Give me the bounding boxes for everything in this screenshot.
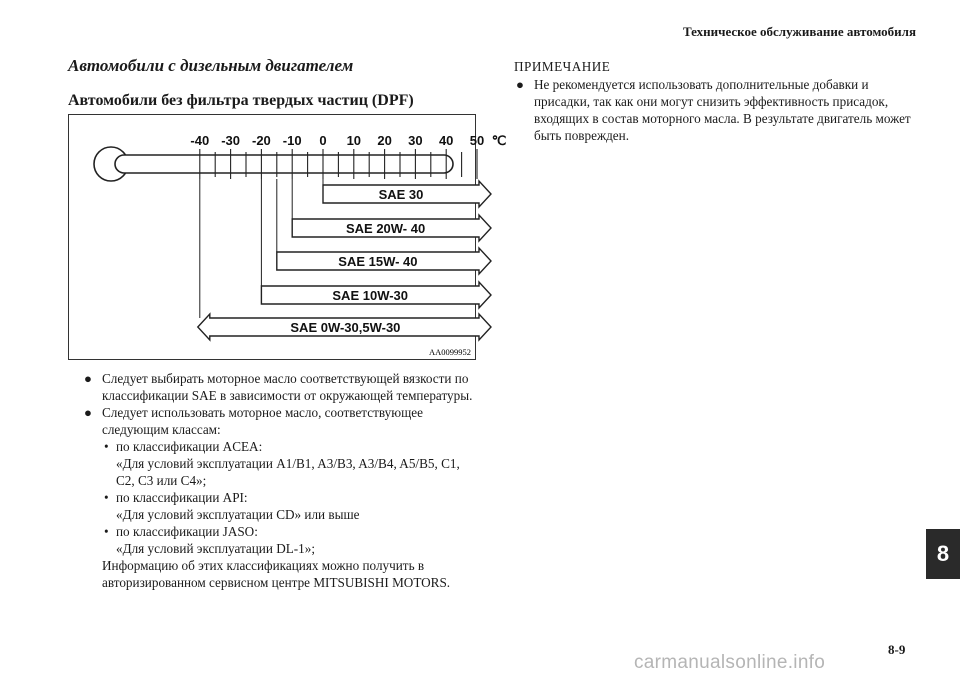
sub-item-detail: «Для условий эксплуатации A1/B1, A3/B3, A3/B4, A5/B5, C1, C2, C3 или C4»;	[116, 456, 460, 488]
footer-watermark: carmanualsonline.info	[634, 652, 826, 673]
sub-item-label: по классификации API:	[116, 490, 248, 505]
sub-item-detail: «Для условий эксплуатации DL-1»;	[116, 541, 316, 556]
bullet-dot-icon: ●	[84, 371, 92, 386]
scale-label: -10	[282, 133, 302, 148]
note-heading: ПРИМЕЧАНИЕ	[514, 59, 611, 74]
bullet-dot-icon: ●	[516, 77, 524, 92]
page-number: 8-9	[888, 642, 906, 657]
running-head: Техническое обслуживание автомобиля	[682, 24, 916, 39]
viscosity-chart	[69, 115, 507, 361]
scale-label: 40	[438, 133, 454, 148]
scale-label: 0	[319, 133, 327, 148]
section-title: Автомобили с дизельным двигателем	[68, 56, 354, 75]
scale-label: -20	[252, 133, 271, 148]
oil-viscosity-figure	[68, 114, 507, 360]
note-block	[514, 58, 914, 144]
oil-grade-label: SAE 30	[378, 187, 424, 202]
oil-grade-label: SAE 10W-30	[332, 288, 409, 303]
sub-item-detail: «Для условий эксплуатации CD» или выше	[116, 507, 360, 522]
oil-grade-label: SAE 0W-30,5W-30	[290, 320, 401, 335]
thermometer-joint	[121, 157, 129, 171]
bullet-text: Следует использовать моторное масло, соответствующее следующим классам:	[102, 405, 423, 437]
chapter-tab: 8	[926, 529, 960, 579]
scale-label: 50	[469, 133, 485, 148]
bullet-dot-icon: ●	[84, 405, 92, 420]
thermometer	[94, 147, 453, 181]
unit-label: ℃	[491, 133, 507, 148]
sub-item-label: по классификации JASO:	[116, 524, 258, 539]
sub-bullet-icon: •	[104, 524, 109, 539]
note-text: Не рекомендуется использовать дополнительные добавки и присадки, так как они могут снизить эффективность присадок, входящих в состав моторного масла. В результате двигатель может быть поврежден.	[534, 77, 911, 143]
bullet-list	[84, 370, 480, 591]
scale-label: -30	[221, 133, 240, 148]
scale-label: -40	[190, 133, 210, 148]
sub-item	[102, 489, 480, 523]
note-item	[514, 76, 914, 144]
sub-item-label: по классификации ACEA:	[116, 439, 263, 454]
sub-bullet-icon: •	[104, 439, 109, 454]
thermometer-tube	[115, 155, 453, 173]
bullet-text: Следует выбирать моторное масло соответствующей вязкости по классификации SAE в зависимости от окружающей температуры.	[102, 371, 473, 403]
oil-arrows	[198, 181, 491, 340]
figure-code: AA0099952	[428, 347, 471, 357]
info-text: Информацию об этих классификациях можно получить в авторизированном сервисном центре MITSUBISHI MOTORS.	[102, 558, 451, 590]
sub-item	[102, 523, 480, 557]
scale-label: 10	[346, 133, 362, 148]
scale-label: 30	[408, 133, 423, 148]
bullet-item	[84, 370, 480, 404]
sub-title: Автомобили без фильтра твердых частиц (DPF)	[68, 92, 414, 109]
sub-item	[102, 438, 480, 489]
oil-grade-label: SAE 15W- 40	[338, 254, 418, 269]
bullet-item	[84, 404, 480, 591]
scale-label: 20	[377, 133, 392, 148]
sub-bullet-icon: •	[104, 490, 109, 505]
oil-grade-label: SAE 20W- 40	[345, 221, 426, 236]
